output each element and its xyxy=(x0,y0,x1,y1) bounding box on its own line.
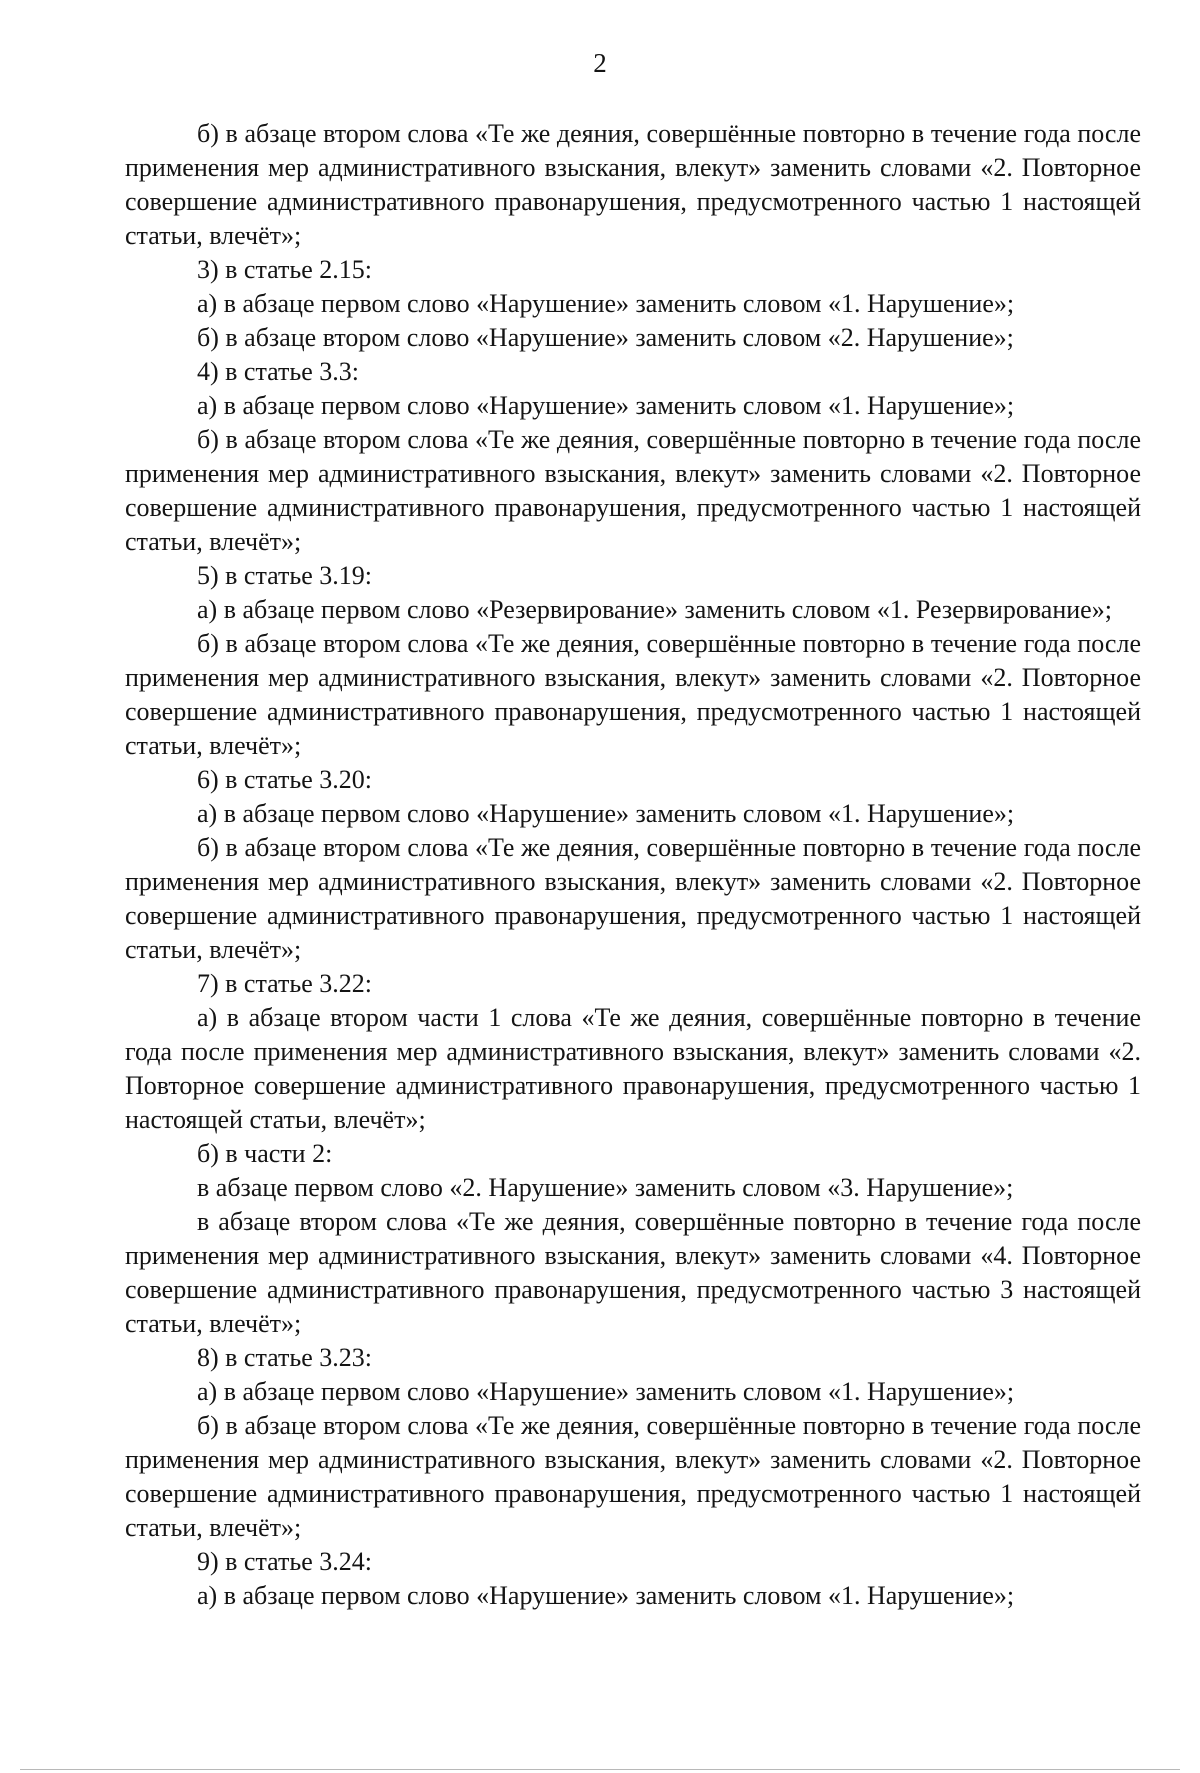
paragraph: 5) в статье 3.19: xyxy=(197,561,373,590)
page-number: 2 xyxy=(593,48,607,78)
paragraph: а) в абзаце первом слово «Нарушение» заменить словом «1. Нарушение»; xyxy=(197,1377,1015,1406)
paragraph: б) в абзаце втором слова «Те же деяния, совершённые повторно в течение года после применения мер административного взыскания, влекут» заменить словами «2. Повторное совершение административного правонарушения, предусмотренного частью 1 настоящей статьи, влечёт»; xyxy=(125,1411,1141,1542)
paragraph: 4) в статье 3.3: xyxy=(197,357,360,386)
paragraph: б) в абзаце втором слово «Нарушение» заменить словом «2. Нарушение»; xyxy=(197,323,1014,352)
paragraph: в абзаце втором слова «Те же деяния, совершённые повторно в течение года после применения мер административного взыскания, влекут» заменить словами «4. Повторное совершение административного правонарушения, предусмотренного частью 3 настоящей статьи, влечёт»; xyxy=(125,1207,1141,1338)
paragraph: в абзаце первом слово «2. Нарушение» заменить словом «3. Нарушение»; xyxy=(197,1173,1014,1202)
paragraph: 9) в статье 3.24: xyxy=(197,1547,373,1576)
document-body xyxy=(125,117,1141,1613)
paragraph: а) в абзаце первом слово «Нарушение» заменить словом «1. Нарушение»; xyxy=(197,1581,1015,1610)
paragraph: б) в абзаце втором слова «Те же деяния, совершённые повторно в течение года после применения мер административного взыскания, влекут» заменить словами «2. Повторное совершение административного правонарушения, предусмотренного частью 1 настоящей статьи, влечёт»; xyxy=(125,629,1141,760)
paragraph: а) в абзаце втором части 1 слова «Те же деяния, совершённые повторно в течение года после применения мер административного взыскания, влекут» заменить словами «2. Повторное совершение административного правонарушения, предусмотренного частью 1 настоящей статьи, влечёт»; xyxy=(125,1003,1141,1134)
paragraph: а) в абзаце первом слово «Резервирование» заменить словом «1. Резервирование»; xyxy=(197,595,1112,624)
paragraph: а) в абзаце первом слово «Нарушение» заменить словом «1. Нарушение»; xyxy=(197,391,1015,420)
paragraph: а) в абзаце первом слово «Нарушение» заменить словом «1. Нарушение»; xyxy=(197,289,1015,318)
paragraph: б) в абзаце втором слова «Те же деяния, совершённые повторно в течение года после применения мер административного взыскания, влекут» заменить словами «2. Повторное совершение административного правонарушения, предусмотренного частью 1 настоящей статьи, влечёт»; xyxy=(125,119,1141,250)
page-bottom-edge xyxy=(20,1769,1180,1770)
paragraph: 7) в статье 3.22: xyxy=(197,969,373,998)
paragraph: а) в абзаце первом слово «Нарушение» заменить словом «1. Нарушение»; xyxy=(197,799,1015,828)
paragraph: 3) в статье 2.15: xyxy=(197,255,373,284)
paragraph: б) в абзаце втором слова «Те же деяния, совершённые повторно в течение года после применения мер административного взыскания, влекут» заменить словами «2. Повторное совершение административного правонарушения, предусмотренного частью 1 настоящей статьи, влечёт»; xyxy=(125,425,1141,556)
paragraph: б) в абзаце втором слова «Те же деяния, совершённые повторно в течение года после применения мер административного взыскания, влекут» заменить словами «2. Повторное совершение административного правонарушения, предусмотренного частью 1 настоящей статьи, влечёт»; xyxy=(125,833,1141,964)
paragraph: 6) в статье 3.20: xyxy=(197,765,373,794)
paragraph: б) в части 2: xyxy=(197,1139,333,1168)
paragraph: 8) в статье 3.23: xyxy=(197,1343,373,1372)
